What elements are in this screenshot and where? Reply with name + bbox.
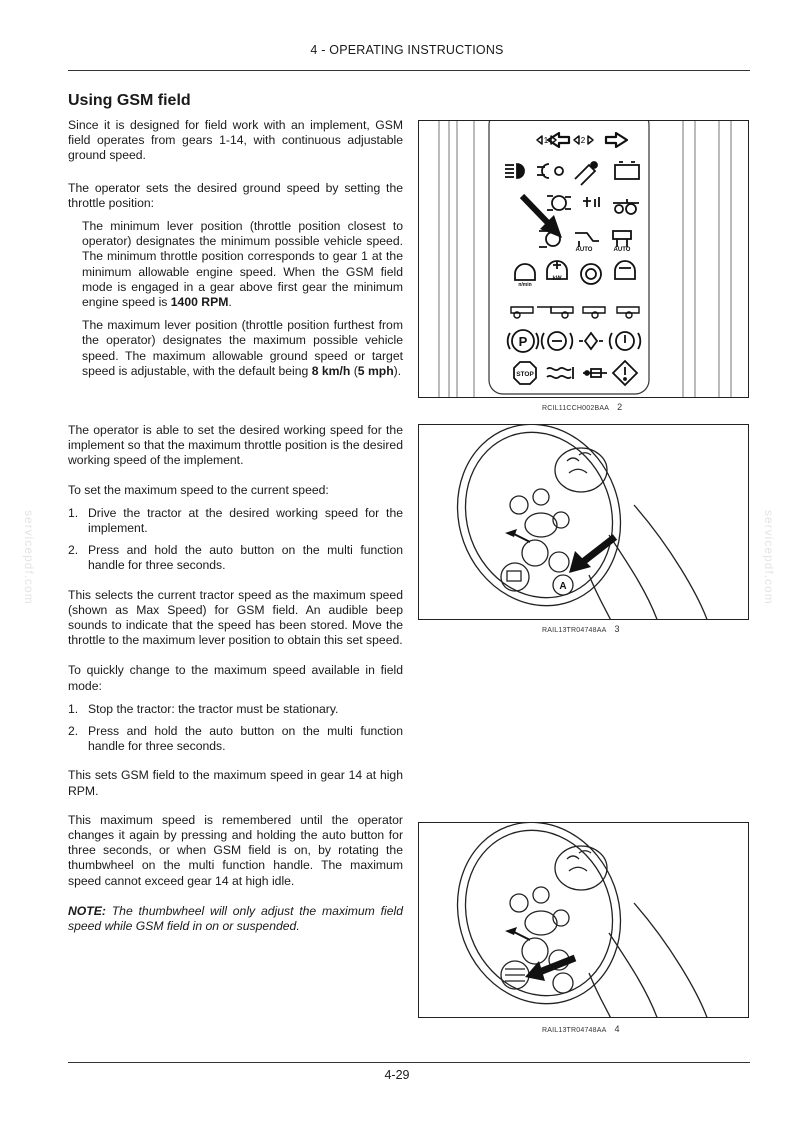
- figure-warning-panel: [418, 120, 749, 398]
- nmin-label: n/min: [518, 282, 532, 288]
- figure-caption: RAIL13TR04748AA 3: [542, 624, 620, 634]
- paragraph: This selects the current tractor speed as the maximum speed (shown as Max Speed) for GSM field. An audible beep sounds to indicate that the speed has been stored. Move the throttle to the maximum lever position to obtain this set speed.: [68, 587, 403, 648]
- stop-label: STOP: [516, 371, 534, 378]
- auto-button-label: A: [559, 581, 567, 592]
- paragraph: This maximum speed is remembered until the operator changes it again by pressing and holding the auto button for three seconds, or when GSM field is on, by rotating the thumbwheel on the multi function handle. The maximum speed cannot exceed gear 14 at high idle.: [68, 812, 403, 888]
- paragraph: Since it is designed for field work with an implement, GSM field operates from gears 1-14, with continuous adjustable ground speed.: [68, 118, 403, 163]
- list-item: 2. Press and hold the auto button on the multi function handle for three seconds.: [68, 724, 403, 754]
- figure-caption: RAIL13TR04748AA 4: [542, 1024, 620, 1034]
- engine-oil-icon: [579, 333, 603, 349]
- text-block-intro: [68, 118, 403, 379]
- page-number: 4-29: [384, 1068, 410, 1082]
- watermark: servicepdf.com: [22, 510, 36, 605]
- figure-caption: RCIL11CCH002BAA 2: [542, 402, 623, 412]
- paragraph: This sets GSM field to the maximum speed in gear 14 at high RPM.: [68, 768, 403, 798]
- multi-function-handle-thumbwheel-illustration: [419, 823, 749, 1018]
- auto-hitch-icon: [575, 233, 599, 247]
- gear1-label: 1: [543, 136, 549, 145]
- pointer-arrow-icon: [569, 537, 615, 573]
- note: NOTE: The thumbwheel will only adjust the maximum field speed while GSM field in on or suspended.: [68, 903, 403, 934]
- figure-handle-4: [418, 822, 749, 1018]
- tractor-implement-icon: [613, 199, 639, 214]
- hydraulic-icon: [583, 369, 607, 377]
- gear2-label: 2: [580, 136, 586, 145]
- header-rule: [68, 70, 750, 71]
- footer-rule: [68, 1062, 750, 1063]
- numbered-list: [68, 702, 403, 755]
- auto-label: AUTO: [575, 247, 593, 253]
- watermark: servicepdf.com: [762, 510, 776, 605]
- fog-light-icon: [537, 164, 563, 178]
- four-wheel-drive-icon: [615, 261, 635, 279]
- paragraph: The maximum lever position (throttle position furthest from the operator) designates the maximum possible vehicle speed. The maximum allowable ground speed or target speed is adjustable, with the default being 8 km/h (5 mph).: [82, 318, 403, 378]
- list-item: 2. Press and hold the auto button on the multi function handle for three seconds.: [68, 543, 403, 573]
- figure-handle-3: [418, 424, 749, 620]
- paragraph: The minimum lever position (throttle position closest to operator) designates the minimum possible vehicle speed. The minimum throttle position corresponds to gear 1 at the minimum allowable engine speed. When the GSM field mode is engaged in a gear above first gear the minimum engine speed is 1400 RPM.: [82, 219, 403, 310]
- section-title: Using GSM field: [68, 92, 191, 109]
- park-label: P: [518, 334, 528, 349]
- paragraph: The operator is able to set the desired working speed for the implement so that the maximum throttle position is the desired working speed of the implement.: [68, 423, 403, 468]
- auto-label: AUTO: [613, 247, 631, 253]
- trailer-icons-row: [511, 307, 639, 318]
- warning-lamp-panel-illustration: [419, 121, 749, 398]
- right-arrow-icon: [606, 133, 627, 147]
- auto-diff-lock-icon: [613, 231, 631, 247]
- general-warning-icon: [613, 361, 637, 385]
- high-beam-icon: [505, 164, 524, 178]
- coolant-icon: [547, 367, 573, 379]
- engine-warm-icon: [515, 264, 535, 280]
- list-item: 1. Drive the tractor at the desired working speed for the implement.: [68, 505, 403, 536]
- pointer-arrow-icon: [525, 958, 575, 981]
- paragraph: To set the maximum speed to the current speed:: [68, 482, 329, 497]
- brake-warning-icon: [542, 332, 573, 350]
- paragraph: To quickly change to the maximum speed available in field mode:: [68, 663, 403, 693]
- running-header: 4 - OPERATING INSTRUCTIONS: [310, 43, 504, 57]
- warning-circle-icon: [610, 332, 641, 350]
- numbered-list: [68, 506, 403, 574]
- paragraph: The operator sets the desired ground speed by setting the throttle position:: [68, 180, 403, 210]
- text-block-set-speed: [68, 423, 403, 934]
- kw-label: kW: [552, 276, 562, 282]
- multi-function-handle-illustration: [419, 425, 749, 620]
- gsm-display-icon: [547, 196, 571, 210]
- brake-circle-icon: [581, 264, 601, 284]
- battery-icon: [615, 162, 639, 179]
- list-item: 1. Stop the tractor: the tractor must be stationary.: [68, 701, 339, 716]
- rear-pto-icon: [583, 197, 599, 207]
- tractor-hitch-icon: [575, 162, 597, 185]
